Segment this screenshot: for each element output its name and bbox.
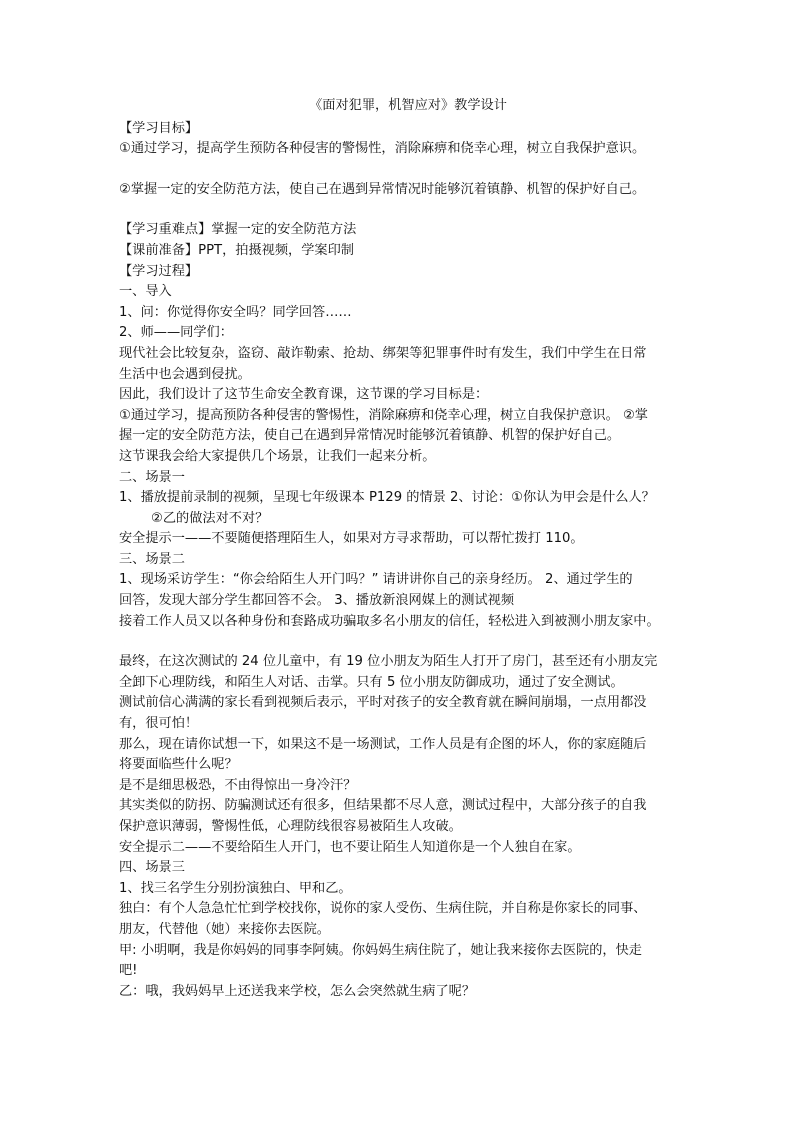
goal-2: ②掌握一定的安全防范方法，使自己在遇到异常情况时能够沉着镇静、机智的保护好自己。 (119, 181, 646, 197)
paragraph-line: 那么，现在请你试想一下，如果这不是一场测试，工作人员是有企图的坏人，你的家庭随后 (119, 736, 647, 752)
paragraph-line: 吧! (119, 963, 138, 979)
paragraph-line: 1、播放提前录制的视频，呈现七年级课本 P129 的情景 2、讨论：①你认为甲会是什么人？ (119, 490, 655, 506)
paragraph-line: 乙：哦，我妈妈早上还送我来学校，怎么会突然就生病了呢？ (119, 983, 476, 999)
paragraph-line: 保护意识薄弱，警惕性低，心理防线很容易被陌生人攻破。 (119, 819, 462, 834)
section-scene-2: 三、场景二 (119, 551, 185, 567)
blank-line (119, 200, 697, 220)
paragraph-line: ①通过学习，提高预防各种侵害的警惕性，消除麻痹和侥幸心理，树立自我保护意识。 ②掌 (119, 407, 648, 423)
goal-1: ①通过学习，提高学生预防各种侵害的警惕性，消除麻痹和侥幸心理，树立自我保护意识。 (119, 141, 646, 157)
paragraph-line: 独白：有个人急急忙忙到学校找你，说你的家人受伤、生病住院，并自称是你家长的同事、 (119, 901, 647, 917)
paragraph-line: 甲: 小明啊，我是你妈妈的同事李阿姨。你妈妈生病住院了，她让我来接你去医院的，快走 (119, 942, 642, 958)
preparation: 【课前准备】PPT，拍摄视频，学案印制 (119, 242, 354, 258)
paragraph-line: 接着工作人员又以各种身份和套路成功骗取多名小朋友的信任，轻松进入到被测小朋友家中。 (119, 613, 660, 629)
paragraph-line: 测试前信心满满的家长看到视频后表示，平时对孩子的安全教育就在瞬间崩塌，一点用都没 (119, 695, 647, 711)
blank-line (119, 160, 697, 180)
paragraph-line: 全卸下心理防线，和陌生人对话、击掌。只有 5 位小朋友防御成功，通过了安全测试。 (119, 674, 624, 690)
heading-learning-process: 【学习过程】 (119, 263, 199, 279)
paragraph-line: 1、找三名学生分别扮演独白、甲和乙。 (119, 880, 352, 896)
paragraph-line: 是不是细思极恐，不由得惊出一身冷汗？ (119, 777, 357, 793)
paragraph-line: 现代社会比较复杂，盗窃、敲诈勒索、抢劫、绑架等犯罪事件时有发生，我们中学生在日常 (119, 345, 647, 361)
paragraph-line: ②乙的做法对不对？ (151, 510, 269, 526)
blank-line (119, 632, 697, 652)
paragraph-line: 2、师——同学们： (119, 325, 233, 341)
paragraph-line: 其实类似的防拐、防骗测试还有很多，但结果都不尽人意，测试过程中，大部分孩子的自我 (119, 798, 647, 814)
section-scene-1: 二、场景一 (119, 469, 185, 485)
section-intro: 一、导入 (119, 284, 172, 300)
safety-tip-1: 安全提示一——不要随便搭理陌生人，如果对方寻求帮助，可以帮忙拨打 110。 (119, 531, 584, 547)
paragraph-line: 最终，在这次测试的 24 位儿童中，有 19 位小朋友为陌生人打开了房门，甚至还有小朋友完 (119, 654, 658, 670)
paragraph-line: 将要面临些什么呢？ (119, 757, 238, 773)
paragraph-line: 握一定的安全防范方法，使自己在遇到异常情况时能够沉着镇静、机智的保护好自己。 (119, 428, 621, 444)
paragraph-line: 因此，我们设计了这节生命安全教育课，这节课的学习目标是： (119, 387, 489, 403)
section-scene-3: 四、场景三 (119, 860, 185, 876)
document-title: 《面对犯罪，机智应对》教学设计 (309, 98, 507, 113)
paragraph-line: 生活中也会遇到侵扰。 (119, 366, 251, 382)
paragraph-line: 这节课我会给大家提供几个场景，让我们一起来分析。 (119, 448, 436, 464)
heading-learning-goals: 【学习目标】 (119, 120, 199, 136)
paragraph-line: 1、问：你觉得你安全吗？同学回答…… (119, 304, 352, 320)
paragraph-line: 朋友，代替他（她）来接你去医院。 (119, 921, 330, 937)
paragraph-line: 回答，发现大部分学生都回答不会。 3、播放新浪网媒上的测试视频 (119, 593, 515, 609)
safety-tip-2: 安全提示二——不要给陌生人开门，也不要让陌生人知道你是一个人独自在家。 (119, 839, 581, 855)
key-point: 【学习重难点】掌握一定的安全防范方法 (119, 222, 357, 238)
paragraph-line: 有，很可怕！ (119, 716, 199, 732)
document-page (119, 96, 697, 1002)
paragraph-line: 1、现场采访学生：“你会给陌生人开门吗？” 请讲讲你自己的亲身经历。 2、通过学生的 (119, 572, 633, 588)
